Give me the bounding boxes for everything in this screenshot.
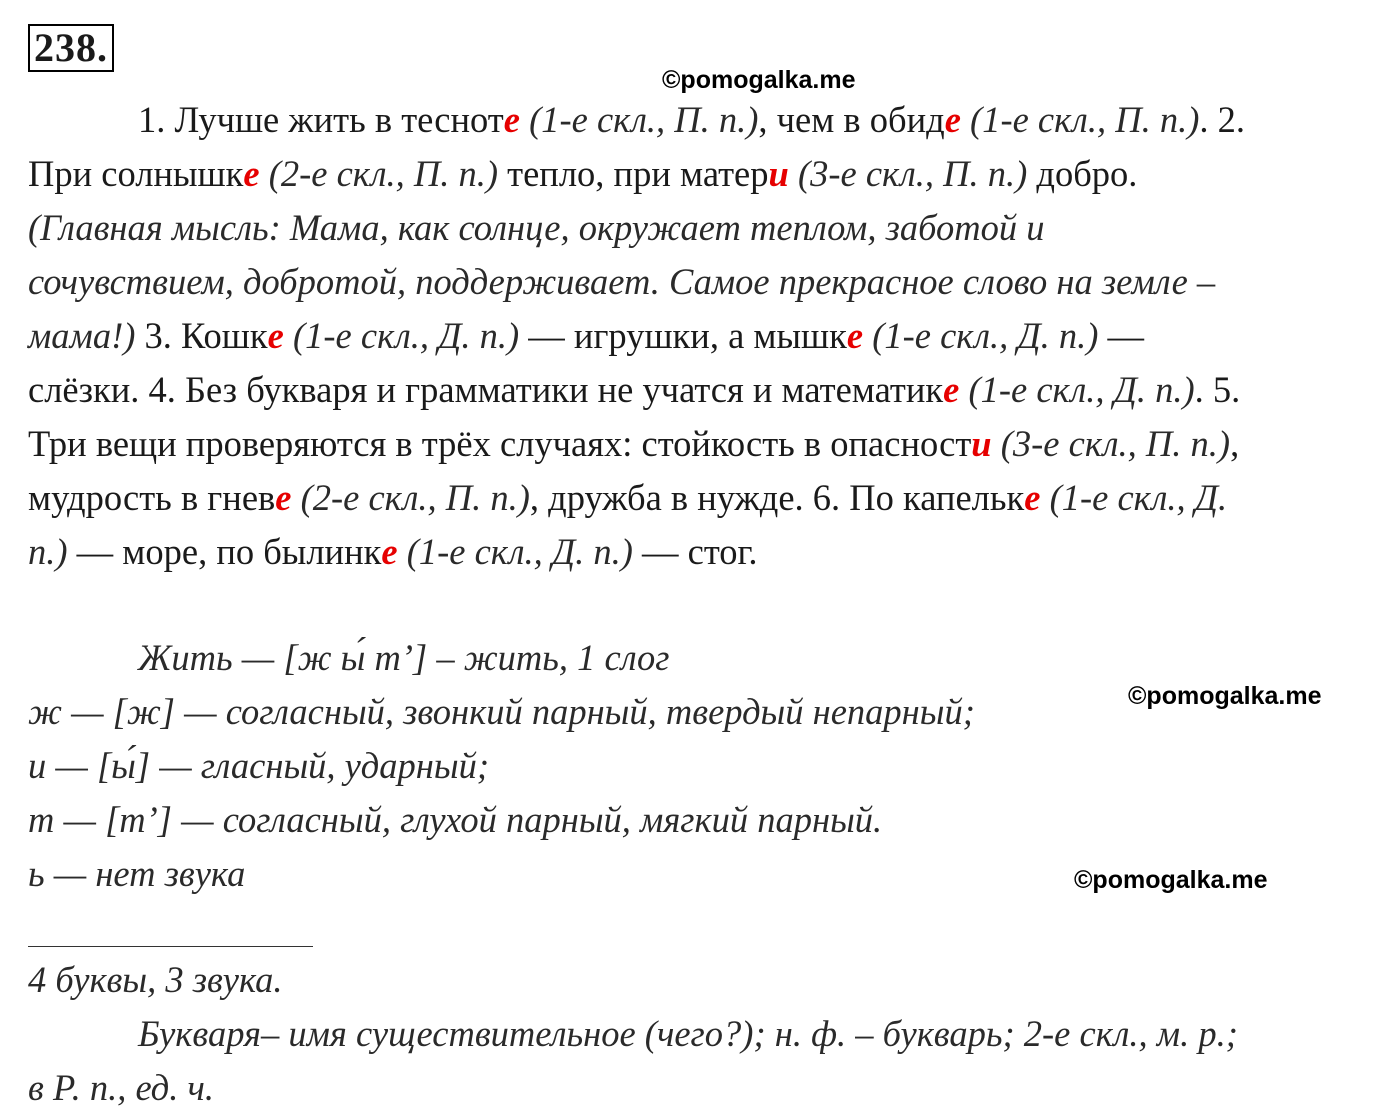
text-line xyxy=(28,363,1378,417)
watermark: ©pomogalka.me xyxy=(1128,682,1322,710)
exercise-text xyxy=(28,93,1378,579)
text-segment: — стог. xyxy=(632,531,758,572)
grammar-note: (1-е скл., Д. п.) xyxy=(863,315,1099,356)
text-segment: . 2. xyxy=(1199,99,1245,140)
grammar-note: мама!) xyxy=(28,315,136,356)
text-segment: 1. Лучше жить в теснот xyxy=(138,99,504,140)
text-line xyxy=(28,255,1378,309)
grammar-note: (2-е скл., П. п.) xyxy=(259,153,499,194)
text-line xyxy=(28,471,1378,525)
highlighted-ending: е xyxy=(267,315,284,356)
text-segment: мудрость в гнев xyxy=(28,477,276,518)
highlighted-ending: е xyxy=(243,153,260,194)
highlighted-ending: и xyxy=(768,153,789,194)
grammar-note: (Главная мысль: Мама, как солнце, окружает теплом, заботой и xyxy=(28,207,1045,248)
highlighted-ending: е xyxy=(846,315,864,356)
footer-line: 4 буквы, 3 звука. xyxy=(28,959,283,1000)
grammar-note: (1-е скл., П. п.) xyxy=(960,99,1200,140)
text-line xyxy=(28,309,1378,363)
phonetic-analysis xyxy=(28,631,1378,901)
text-line xyxy=(28,93,1378,147)
grammar-note: (2-е скл., П. п.) xyxy=(291,477,530,518)
morphology-analysis xyxy=(28,953,1378,1115)
text-segment: При солнышк xyxy=(28,153,244,194)
text-segment: добро. xyxy=(1027,153,1138,194)
grammar-note: сочувствием, добротой, поддерживает. Самое прекрасное слово на земле – xyxy=(28,261,1216,302)
text-segment: , xyxy=(1230,423,1240,464)
phonetic-line: т — [т’] — согласный, глухой парный, мягкий парный. xyxy=(28,799,883,840)
text-segment: 3. Кошк xyxy=(135,315,268,356)
highlighted-ending: е xyxy=(381,531,398,572)
highlighted-ending: е xyxy=(275,477,292,518)
grammar-note: (1-е скл., Д. п.) xyxy=(959,369,1195,410)
exercise-number: 238. xyxy=(28,24,114,72)
phonetic-line: ь — нет звука xyxy=(28,853,246,894)
text-line xyxy=(28,147,1378,201)
text-line xyxy=(28,417,1378,471)
text-segment: , дружба в нужде. 6. По капельк xyxy=(529,477,1025,518)
watermark: ©pomogalka.me xyxy=(662,66,856,94)
grammar-note: (1-е скл., Д. п.) xyxy=(283,315,520,356)
highlighted-ending: и xyxy=(971,423,992,464)
phonetic-line: и — [ы́] — гласный, ударный; xyxy=(28,745,489,786)
text-segment: слёзки. 4. Без букваря и грамматики не учатся и математик xyxy=(28,369,944,410)
phonetic-line: ж — [ж] — согласный, звонкий парный, твердый непарный; xyxy=(28,691,975,732)
text-segment: , чем в обид xyxy=(758,99,945,140)
text-segment: — xyxy=(1098,315,1144,356)
grammar-note: п.) xyxy=(28,531,68,572)
footer-line: Букваря– имя существительное (чего?); н. ф. – букварь; 2-е скл., м. р.; xyxy=(138,1013,1238,1054)
watermark: ©pomogalka.me xyxy=(1074,866,1268,894)
text-segment: тепло, при матер xyxy=(498,153,769,194)
grammar-note: (3-е скл., П. п.) xyxy=(991,423,1231,464)
text-line xyxy=(28,525,1378,579)
grammar-note: (1-е скл., Д. xyxy=(1040,477,1228,518)
grammar-note: (3-е скл., П. п.) xyxy=(788,153,1028,194)
text-segment: Три вещи проверяются в трёх случаях: стойкость в опасност xyxy=(28,423,972,464)
highlighted-ending: е xyxy=(944,99,961,140)
highlighted-ending: е xyxy=(503,99,520,140)
grammar-note: (1-е скл., Д. п.) xyxy=(397,531,633,572)
highlighted-ending: е xyxy=(1024,477,1041,518)
divider xyxy=(28,946,313,947)
text-segment: — море, по былинк xyxy=(67,531,382,572)
phonetic-line: Жить — [ж ы́ т’] – жить, 1 слог xyxy=(138,637,670,678)
footer-line: в Р. п., ед. ч. xyxy=(28,1067,215,1108)
text-segment: — игрушки, а мышк xyxy=(519,315,847,356)
highlighted-ending: е xyxy=(943,369,960,410)
text-segment: . 5. xyxy=(1194,369,1241,410)
text-line xyxy=(28,201,1378,255)
grammar-note: (1-е скл., П. п.) xyxy=(519,99,759,140)
